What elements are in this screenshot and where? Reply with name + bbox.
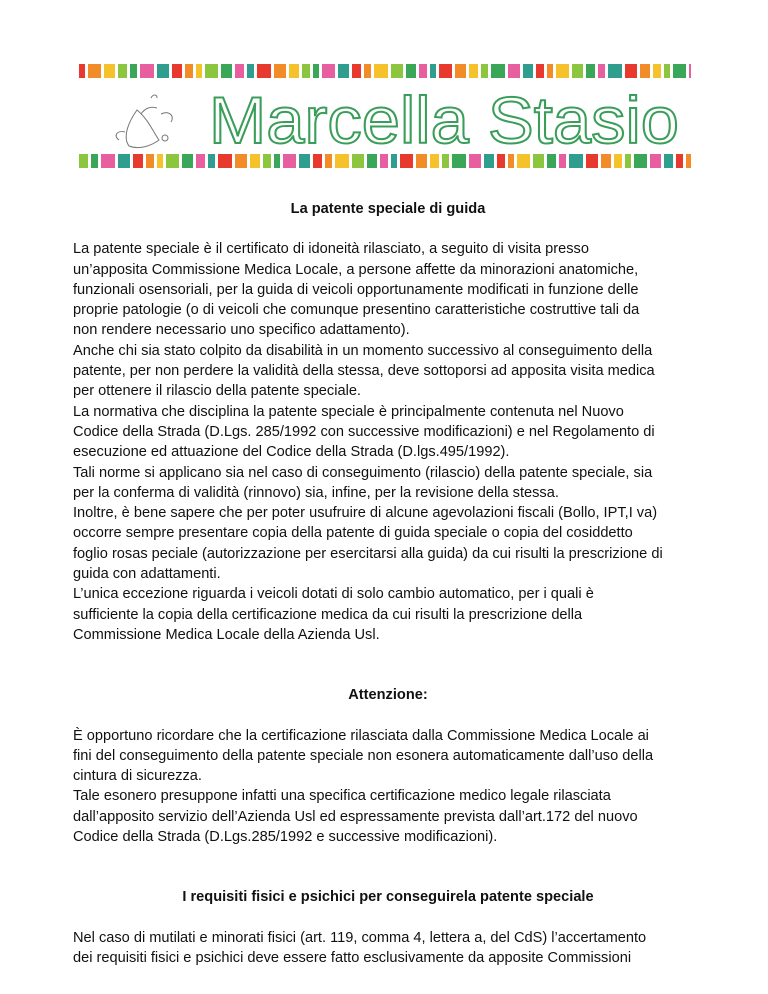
text-line: Codice della Strada (D.Lgs.285/1992 e successive modificazioni). [73, 829, 498, 846]
text-line: per ottenere il rilascio della patente speciale. [73, 383, 361, 400]
requirements-heading: I requisiti fisici e psichici per conseguirela patente speciale [182, 889, 594, 906]
text-line: Nel caso di mutilati e minorati fisici (art. 119, comma 4, lettera a, del CdS) l’accertamento [73, 929, 647, 946]
text-line: per la conferma di validità (rinnovo) sia, infine, per la revisione della stessa. [73, 484, 559, 501]
decorative-stripe-top [79, 64, 691, 78]
text-line: guida con adattamenti. [73, 566, 221, 583]
text-line: La normativa che disciplina la patente speciale è principalmente contenuta nel Nuovo [73, 403, 624, 420]
requirements-paragraph [73, 928, 703, 969]
text-line: dall’apposito servizio dell’Azienda Usl ed espressamente prevista dall’art.172 del nuovo [73, 808, 638, 825]
text-line: patente, per non perdere la validità della stessa, deve sottoporsi ad apposita visita medica [73, 363, 655, 380]
text-line: Inoltre, è bene sapere che per poter usufruire di alcune agevolazioni fiscali (Bollo, IPT,I va) [73, 505, 658, 522]
text-line: Anche chi sia stato colpito da disabilità in un momento successivo al conseguimento della [73, 342, 653, 359]
text-line: non rendere necessario uno specifico adattamento). [73, 322, 410, 339]
text-line: Tale esonero presuppone infatti una specifica certificazione medico legale rilasciata [73, 788, 611, 805]
logo [79, 80, 691, 152]
text-line: Codice della Strada (D.Lgs. 285/1992 con successive modificazioni) e nel Regolamento di [73, 423, 655, 440]
text-line: L’unica eccezione riguarda i veicoli dotati di solo cambio automatico, per i quali è [73, 586, 594, 603]
text-line: Tali norme si applicano sia nel caso di conseguimento (rilascio) della patente speciale, sia [73, 464, 653, 481]
text-line: esecuzione ed attuazione del Codice della Strada (D.lgs.495/1992). [73, 444, 510, 461]
attention-heading: Attenzione: [348, 687, 428, 704]
text-line: un’apposita Commissione Medica Locale, a persone affette da minorazioni anatomiche, [73, 261, 639, 278]
logo-text: Marcella Stasio [209, 83, 679, 152]
text-line: occorre sempre presentare copia della patente di guida speciale o copia del cosiddetto [73, 525, 633, 542]
text-line: Commissione Medica Locale della Azienda Usl. [73, 626, 380, 643]
text-line: La patente speciale è il certificato di idoneità rilasciato, a seguito di visita presso [73, 241, 589, 258]
attention-paragraph [73, 726, 703, 848]
text-line: foglio rosas peciale (autorizzazione per esercitarsi alla guida) da cui risulti la prescrizione di [73, 545, 663, 562]
text-line: funzionali osensoriali, per la guida di veicoli opportunamente modificati in funzione delle [73, 281, 639, 298]
bell-doodle-icon [116, 95, 172, 148]
text-line: sufficiente la copia della certificazione medica da cui risulti la prescrizione della [73, 606, 583, 623]
decorative-stripe-bottom [79, 154, 691, 168]
text-line: proprie patologie (o di veicoli che comunque presentino caratteristiche costruttive tali da [73, 302, 640, 319]
intro-paragraph [73, 239, 703, 645]
text-line: fini del conseguimento della patente speciale non esonera automaticamente dall’uso della [73, 747, 654, 764]
header-banner [79, 60, 691, 172]
text-line: È opportuno ricordare che la certificazione rilasciata dalla Commissione Medica Locale ai [73, 727, 649, 744]
document-body [73, 199, 703, 968]
text-line: cintura di sicurezza. [73, 768, 202, 785]
document-title: La patente speciale di guida [290, 201, 486, 217]
text-line: dei requisiti fisici e psichici deve essere fatto esclusivamente da apposite Commissioni [73, 949, 632, 966]
